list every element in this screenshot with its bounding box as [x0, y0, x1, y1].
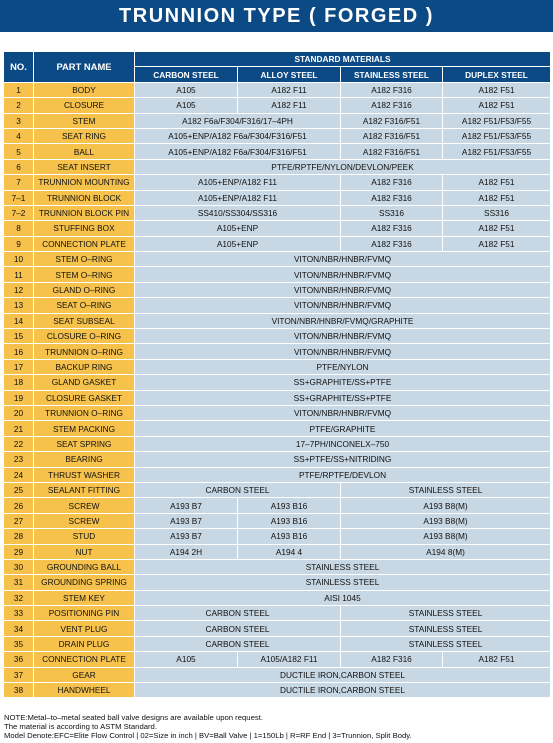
- part-name: THRUST WASHER: [34, 467, 135, 482]
- material-cell: A105: [135, 652, 238, 667]
- part-name: CLOSURE: [34, 98, 135, 113]
- material-cell: CARBON STEEL: [135, 621, 341, 636]
- material-cell: A182 F316: [341, 98, 443, 113]
- table-row: [4, 467, 551, 482]
- material-cell: VITON/NBR/HNBR/FVMQ: [135, 267, 551, 282]
- table-row: [4, 436, 551, 451]
- material-cell: STAINLESS STEEL: [341, 606, 551, 621]
- part-name: STEM KEY: [34, 590, 135, 605]
- material-cell: A194 2H: [135, 544, 238, 559]
- part-name: BALL: [34, 144, 135, 159]
- standard-materials-header: STANDARD MATERIALS: [135, 52, 551, 67]
- part-name: BODY: [34, 82, 135, 97]
- part-name: STEM: [34, 113, 135, 128]
- material-cell: A182 F51: [443, 190, 551, 205]
- material-cell: STAINLESS STEEL: [341, 621, 551, 636]
- table-row: [4, 544, 551, 559]
- material-cell: SS+GRAPHITE/SS+PTFE: [135, 390, 551, 405]
- material-cell: A105+ENP/A182 F11: [135, 175, 341, 190]
- part-name: SEAT SUBSEAL: [34, 313, 135, 328]
- part-name: TRUNNION BLOCK: [34, 190, 135, 205]
- material-cell: SS+PTFE/SS+NITRIDING: [135, 452, 551, 467]
- part-name: CONNECTION PLATE: [34, 652, 135, 667]
- part-name: SEAT INSERT: [34, 159, 135, 174]
- material-cell: A105+ENP/A182 F11: [135, 190, 341, 205]
- table-row: [4, 390, 551, 405]
- table-row: [4, 221, 551, 236]
- materials-table: [3, 51, 551, 698]
- table-row: [4, 575, 551, 590]
- material-cell: SS316: [341, 205, 443, 220]
- material-cell: A105: [135, 98, 238, 113]
- material-cell: A182 F51: [443, 236, 551, 251]
- item-number: 19: [4, 390, 34, 405]
- material-cell: A182 F11: [238, 98, 341, 113]
- part-name: DRAIN PLUG: [34, 636, 135, 651]
- material-cell: DUCTILE IRON,CARBON STEEL: [135, 667, 551, 682]
- item-number: 1: [4, 82, 34, 97]
- material-cell: A193 B16: [238, 498, 341, 513]
- table-row: [4, 329, 551, 344]
- part-name: TRUNNION BLOCK PIN: [34, 205, 135, 220]
- material-cell: STAINLESS STEEL: [135, 575, 551, 590]
- material-cell: A182 F316/F51: [341, 113, 443, 128]
- material-cell: A182 F51/F53/F55: [443, 113, 551, 128]
- material-cell: A182 F51: [443, 175, 551, 190]
- material-cell: VITON/NBR/HNBR/FVMQ/GRAPHITE: [135, 313, 551, 328]
- item-number: 9: [4, 236, 34, 251]
- page-title: TRUNNION TYPE ( FORGED ): [0, 0, 553, 32]
- no-column-header: NO.: [4, 52, 34, 83]
- part-name: NUT: [34, 544, 135, 559]
- part-name: GLAND O–RING: [34, 282, 135, 297]
- part-name: CONNECTION PLATE: [34, 236, 135, 251]
- item-number: 16: [4, 344, 34, 359]
- item-number: 21: [4, 421, 34, 436]
- part-name: CLOSURE O–RING: [34, 329, 135, 344]
- part-name: STUD: [34, 529, 135, 544]
- material-cell: SS410/SS304/SS316: [135, 205, 341, 220]
- table-row: [4, 652, 551, 667]
- part-name: GLAND GASKET: [34, 375, 135, 390]
- material-cell: A193 B8(M): [341, 513, 551, 528]
- table-row: [4, 98, 551, 113]
- part-name: HANDWHEEL: [34, 683, 135, 698]
- material-cell: STAINLESS STEEL: [135, 559, 551, 574]
- material-cell: A182 F6a/F304/F316/17–4PH: [135, 113, 341, 128]
- note-astm-standard: The material is according to ASTM Standard.: [4, 722, 157, 732]
- table-header: [4, 52, 551, 83]
- material-cell: CARBON STEEL: [135, 606, 341, 621]
- material-cell: SS316: [443, 205, 551, 220]
- table-row: [4, 359, 551, 374]
- material-cell: A182 F51/F53/F55: [443, 144, 551, 159]
- material-cell: 17–7PH/INCONELX–750: [135, 436, 551, 451]
- item-number: 22: [4, 436, 34, 451]
- stainless-steel-column-header: STAINLESS STEEL: [341, 67, 443, 82]
- part-name: GEAR: [34, 667, 135, 682]
- item-number: 7: [4, 175, 34, 190]
- material-cell: A182 F316: [341, 175, 443, 190]
- material-cell: A105+ENP/A182 F6a/F304/F316/F51: [135, 144, 341, 159]
- material-cell: VITON/NBR/HNBR/FVMQ: [135, 329, 551, 344]
- material-cell: A105+ENP: [135, 221, 341, 236]
- item-number: 31: [4, 575, 34, 590]
- material-cell: A182 F316/F51: [341, 128, 443, 143]
- material-cell: A105+ENP: [135, 236, 341, 251]
- alloy-steel-column-header: ALLOY STEEL: [238, 67, 341, 82]
- material-cell: A182 F316: [341, 652, 443, 667]
- carbon-steel-column-header: CARBON STEEL: [135, 67, 238, 82]
- item-number: 8: [4, 221, 34, 236]
- part-name: GROUNDING SPRING: [34, 575, 135, 590]
- item-number: 17: [4, 359, 34, 374]
- material-cell: A182 F316: [341, 236, 443, 251]
- item-number: 12: [4, 282, 34, 297]
- table-body: [4, 82, 551, 698]
- item-number: 35: [4, 636, 34, 651]
- material-cell: VITON/NBR/HNBR/FVMQ: [135, 282, 551, 297]
- item-number: 26: [4, 498, 34, 513]
- item-number: 3: [4, 113, 34, 128]
- table-row: [4, 498, 551, 513]
- item-number: 20: [4, 405, 34, 420]
- part-name: POSITIONING PIN: [34, 606, 135, 621]
- material-cell: A194 8(M): [341, 544, 551, 559]
- table-row: [4, 375, 551, 390]
- material-cell: PTFE/GRAPHITE: [135, 421, 551, 436]
- item-number: 10: [4, 252, 34, 267]
- item-number: 25: [4, 482, 34, 497]
- part-name: VENT PLUG: [34, 621, 135, 636]
- item-number: 14: [4, 313, 34, 328]
- item-number: 23: [4, 452, 34, 467]
- item-number: 24: [4, 467, 34, 482]
- material-cell: A105/A182 F11: [238, 652, 341, 667]
- table-row: [4, 590, 551, 605]
- part-name: STEM O–RING: [34, 252, 135, 267]
- item-number: 29: [4, 544, 34, 559]
- material-cell: A194 4: [238, 544, 341, 559]
- material-cell: PTFE/RPTFE/DEVLON: [135, 467, 551, 482]
- table-row: [4, 606, 551, 621]
- part-name-column-header: PART NAME: [34, 52, 135, 83]
- item-number: 5: [4, 144, 34, 159]
- table-row: [4, 298, 551, 313]
- part-name: GROUNDING BALL: [34, 559, 135, 574]
- material-cell: STAINLESS STEEL: [341, 482, 551, 497]
- part-name: STUFFING BOX: [34, 221, 135, 236]
- part-name: TRUNNION O–RING: [34, 405, 135, 420]
- note-model-denote: Model Denote:EFC=Elite Flow Control | 02=Size in inch | BV=Ball Valve | 1=150Lb | R=RF End | 3=Trunnion, Split Body.: [4, 731, 412, 741]
- notes: [4, 713, 549, 741]
- material-cell: CARBON STEEL: [135, 636, 341, 651]
- material-cell: SS+GRAPHITE/SS+PTFE: [135, 375, 551, 390]
- table-row: [4, 683, 551, 698]
- material-cell: A182 F316: [341, 82, 443, 97]
- table-row: [4, 159, 551, 174]
- material-cell: A193 B8(M): [341, 498, 551, 513]
- part-name: STEM O–RING: [34, 267, 135, 282]
- item-number: 28: [4, 529, 34, 544]
- material-cell: A105: [135, 82, 238, 97]
- material-cell: PTFE/NYLON: [135, 359, 551, 374]
- table-row: [4, 82, 551, 97]
- item-number: 4: [4, 128, 34, 143]
- duplex-steel-column-header: DUPLEX STEEL: [443, 67, 551, 82]
- item-number: 33: [4, 606, 34, 621]
- item-number: 32: [4, 590, 34, 605]
- table-row: [4, 636, 551, 651]
- material-cell: A182 F316: [341, 221, 443, 236]
- part-name: TRUNNION O–RING: [34, 344, 135, 359]
- table-row: [4, 128, 551, 143]
- table-row: [4, 313, 551, 328]
- table-row: [4, 452, 551, 467]
- item-number: 38: [4, 683, 34, 698]
- material-cell: A193 B8(M): [341, 529, 551, 544]
- material-cell: STAINLESS STEEL: [341, 636, 551, 651]
- part-name: SEAT SPRING: [34, 436, 135, 451]
- part-name: TRUNNION MOUNTING: [34, 175, 135, 190]
- table-row: [4, 621, 551, 636]
- material-cell: A193 B7: [135, 498, 238, 513]
- material-cell: VITON/NBR/HNBR/FVMQ: [135, 405, 551, 420]
- part-name: BACKUP RING: [34, 359, 135, 374]
- material-cell: A182 F316/F51: [341, 144, 443, 159]
- material-cell: A182 F51: [443, 652, 551, 667]
- note-metal-seated: NOTE:Metal–to–metal seated ball valve designs are available upon request.: [4, 713, 263, 722]
- item-number: 7–1: [4, 190, 34, 205]
- material-cell: A182 F316: [341, 190, 443, 205]
- material-cell: A182 F51: [443, 98, 551, 113]
- material-cell: A182 F51: [443, 82, 551, 97]
- table-row: [4, 205, 551, 220]
- item-number: 6: [4, 159, 34, 174]
- material-cell: PTFE/RPTFE/NYLON/DEVLON/PEEK: [135, 159, 551, 174]
- material-cell: AISI 1045: [135, 590, 551, 605]
- part-name: SCREW: [34, 498, 135, 513]
- material-cell: A182 F51/F53/F55: [443, 128, 551, 143]
- table-row: [4, 282, 551, 297]
- table-row: [4, 344, 551, 359]
- material-cell: CARBON STEEL: [135, 482, 341, 497]
- table-row: [4, 513, 551, 528]
- part-name: SCREW: [34, 513, 135, 528]
- material-cell: A193 B16: [238, 529, 341, 544]
- item-number: 13: [4, 298, 34, 313]
- material-cell: A193 B16: [238, 513, 341, 528]
- table-row: [4, 175, 551, 190]
- material-cell: A182 F11: [238, 82, 341, 97]
- item-number: 2: [4, 98, 34, 113]
- material-cell: A193 B7: [135, 529, 238, 544]
- table-row: [4, 267, 551, 282]
- item-number: 34: [4, 621, 34, 636]
- item-number: 7–2: [4, 205, 34, 220]
- item-number: 27: [4, 513, 34, 528]
- table-row: [4, 529, 551, 544]
- material-cell: A182 F51: [443, 221, 551, 236]
- item-number: 18: [4, 375, 34, 390]
- table-row: [4, 144, 551, 159]
- table-row: [4, 405, 551, 420]
- part-name: CLOSURE GASKET: [34, 390, 135, 405]
- item-number: 37: [4, 667, 34, 682]
- table-row: [4, 190, 551, 205]
- material-cell: A193 B7: [135, 513, 238, 528]
- material-cell: VITON/NBR/HNBR/FVMQ: [135, 298, 551, 313]
- material-cell: A105+ENP/A182 F6a/F304/F316/F51: [135, 128, 341, 143]
- part-name: SEALANT FITTING: [34, 482, 135, 497]
- material-cell: VITON/NBR/HNBR/FVMQ: [135, 344, 551, 359]
- item-number: 11: [4, 267, 34, 282]
- part-name: BEARING: [34, 452, 135, 467]
- table-row: [4, 667, 551, 682]
- part-name: SEAT O–RING: [34, 298, 135, 313]
- part-name: SEAT RING: [34, 128, 135, 143]
- table-row: [4, 113, 551, 128]
- item-number: 30: [4, 559, 34, 574]
- table-row: [4, 236, 551, 251]
- table-row: [4, 421, 551, 436]
- part-name: STEM PACKING: [34, 421, 135, 436]
- item-number: 15: [4, 329, 34, 344]
- table-row: [4, 252, 551, 267]
- material-cell: VITON/NBR/HNBR/FVMQ: [135, 252, 551, 267]
- material-cell: DUCTILE IRON,CARBON STEEL: [135, 683, 551, 698]
- item-number: 36: [4, 652, 34, 667]
- table-row: [4, 559, 551, 574]
- table-row: [4, 482, 551, 497]
